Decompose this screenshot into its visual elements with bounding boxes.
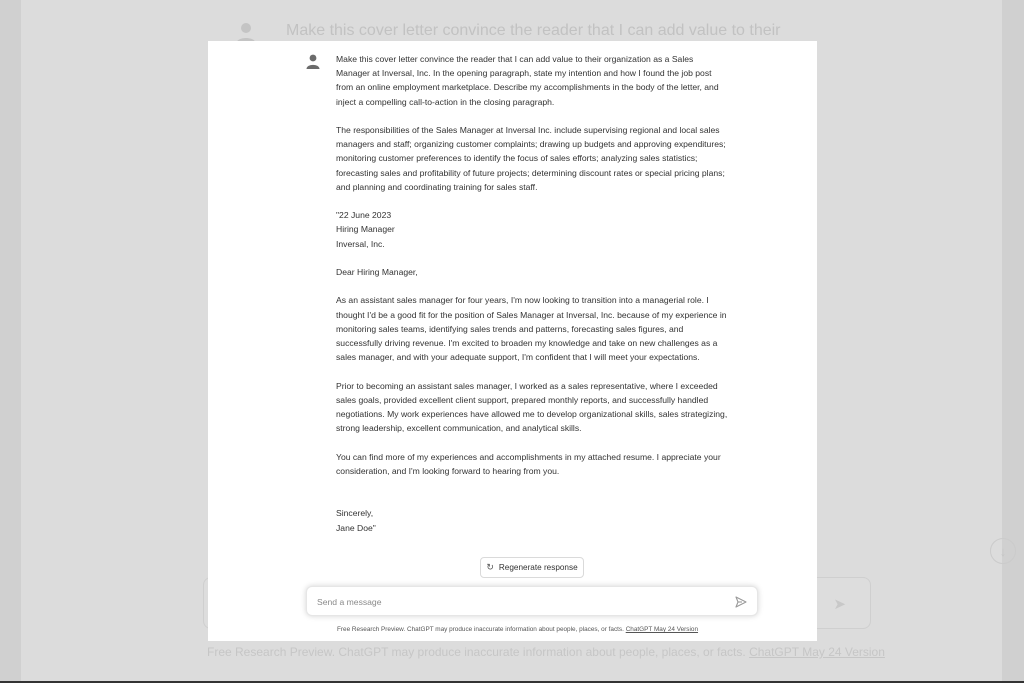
background-prompt-preview: Make this cover letter convince the reader that I can add value to their	[286, 22, 781, 39]
letter-closing	[336, 506, 728, 534]
message-input[interactable]	[317, 594, 717, 610]
footer-version-link[interactable]: ChatGPT May 24 Version	[625, 626, 699, 633]
message-composer	[306, 586, 758, 616]
letter-body-paragraph: As an assistant sales manager for four years, I'm now looking to transition into a managerial role. I thought I'd be a good fit for the position of Sales Manager at Inversal, Inc. because of my experience in monitoring sales teams, identifying sales trends and patterns, forecasting sales figures, and successfully driving revenue. I'm excited to broaden my knowledge and take on new challenges as a sales manager, and with your adequate support, I'm confident that I will meet your expectations.	[336, 295, 727, 363]
message-paragraph: Make this cover letter convince the reader that I can add value to their organization as a Sales Manager at Inversal, Inc. In the opening paragraph, state my intention and how I found the job post from an online employment marketplace. Describe my accomplishments in the body of the letter, and inject a compelling call-to-action in the closing paragraph.	[336, 54, 719, 107]
letter-closing-word: Sincerely,	[336, 508, 374, 519]
refresh-icon: ↻	[486, 562, 494, 572]
background-footer-text: Free Research Preview. ChatGPT may produce inaccurate information about people, places, or facts.	[207, 645, 746, 659]
letter-body-paragraph: You can find more of my experiences and accomplishments in my attached resume. I appreciate your consideration, and I'm looking forward to hearing from you.	[336, 451, 721, 476]
regenerate-response-button[interactable]	[480, 557, 584, 578]
user-avatar-icon	[305, 53, 321, 69]
background-footer-link: ChatGPT May 24 Version	[749, 645, 885, 659]
letter-salutation: Dear Hiring Manager,	[336, 267, 418, 277]
user-message	[336, 52, 728, 535]
letter-body-paragraph: Prior to becoming an assistant sales manager, I worked as a sales representative, where I exceeded sales goals, provided excellent client support, prepared monthly reports, and successfully handled negotiations. My work experiences have allowed me to develop organizational skills, sales strategizing, strong leadership, excellent communication, and analytical skills.	[336, 380, 728, 434]
regenerate-label: Regenerate response	[498, 563, 578, 572]
letter-recipient: Hiring Manager	[336, 224, 395, 235]
footer-text: Free Research Preview. ChatGPT may produce inaccurate information about people, places, or facts.	[337, 626, 624, 633]
letter-header	[336, 208, 728, 251]
letter-company: Inversal, Inc.	[336, 238, 385, 249]
footer	[337, 626, 698, 633]
letter-date: "22 June 2023	[336, 210, 392, 221]
message-paragraph: The responsibilities of the Sales Manager at Inversal Inc. include supervising regional and local sales managers and staff; organizing customer complaints; drawing up budgets and approving expenditures; monitoring customer preferences to identify the focus of sales efforts; analyzing sales statistics; forecasting sales and profitability of future projects; determining discount rates or special pricing plans; and planning and coordinating training for sales staff.	[336, 125, 726, 192]
chat-panel	[208, 41, 817, 641]
send-icon[interactable]	[735, 595, 747, 607]
scroll-down-icon: ↓	[990, 538, 1016, 564]
background-send-icon: ➤	[833, 596, 846, 613]
letter-signature: Jane Doe"	[336, 522, 376, 533]
background-footer	[207, 645, 885, 659]
